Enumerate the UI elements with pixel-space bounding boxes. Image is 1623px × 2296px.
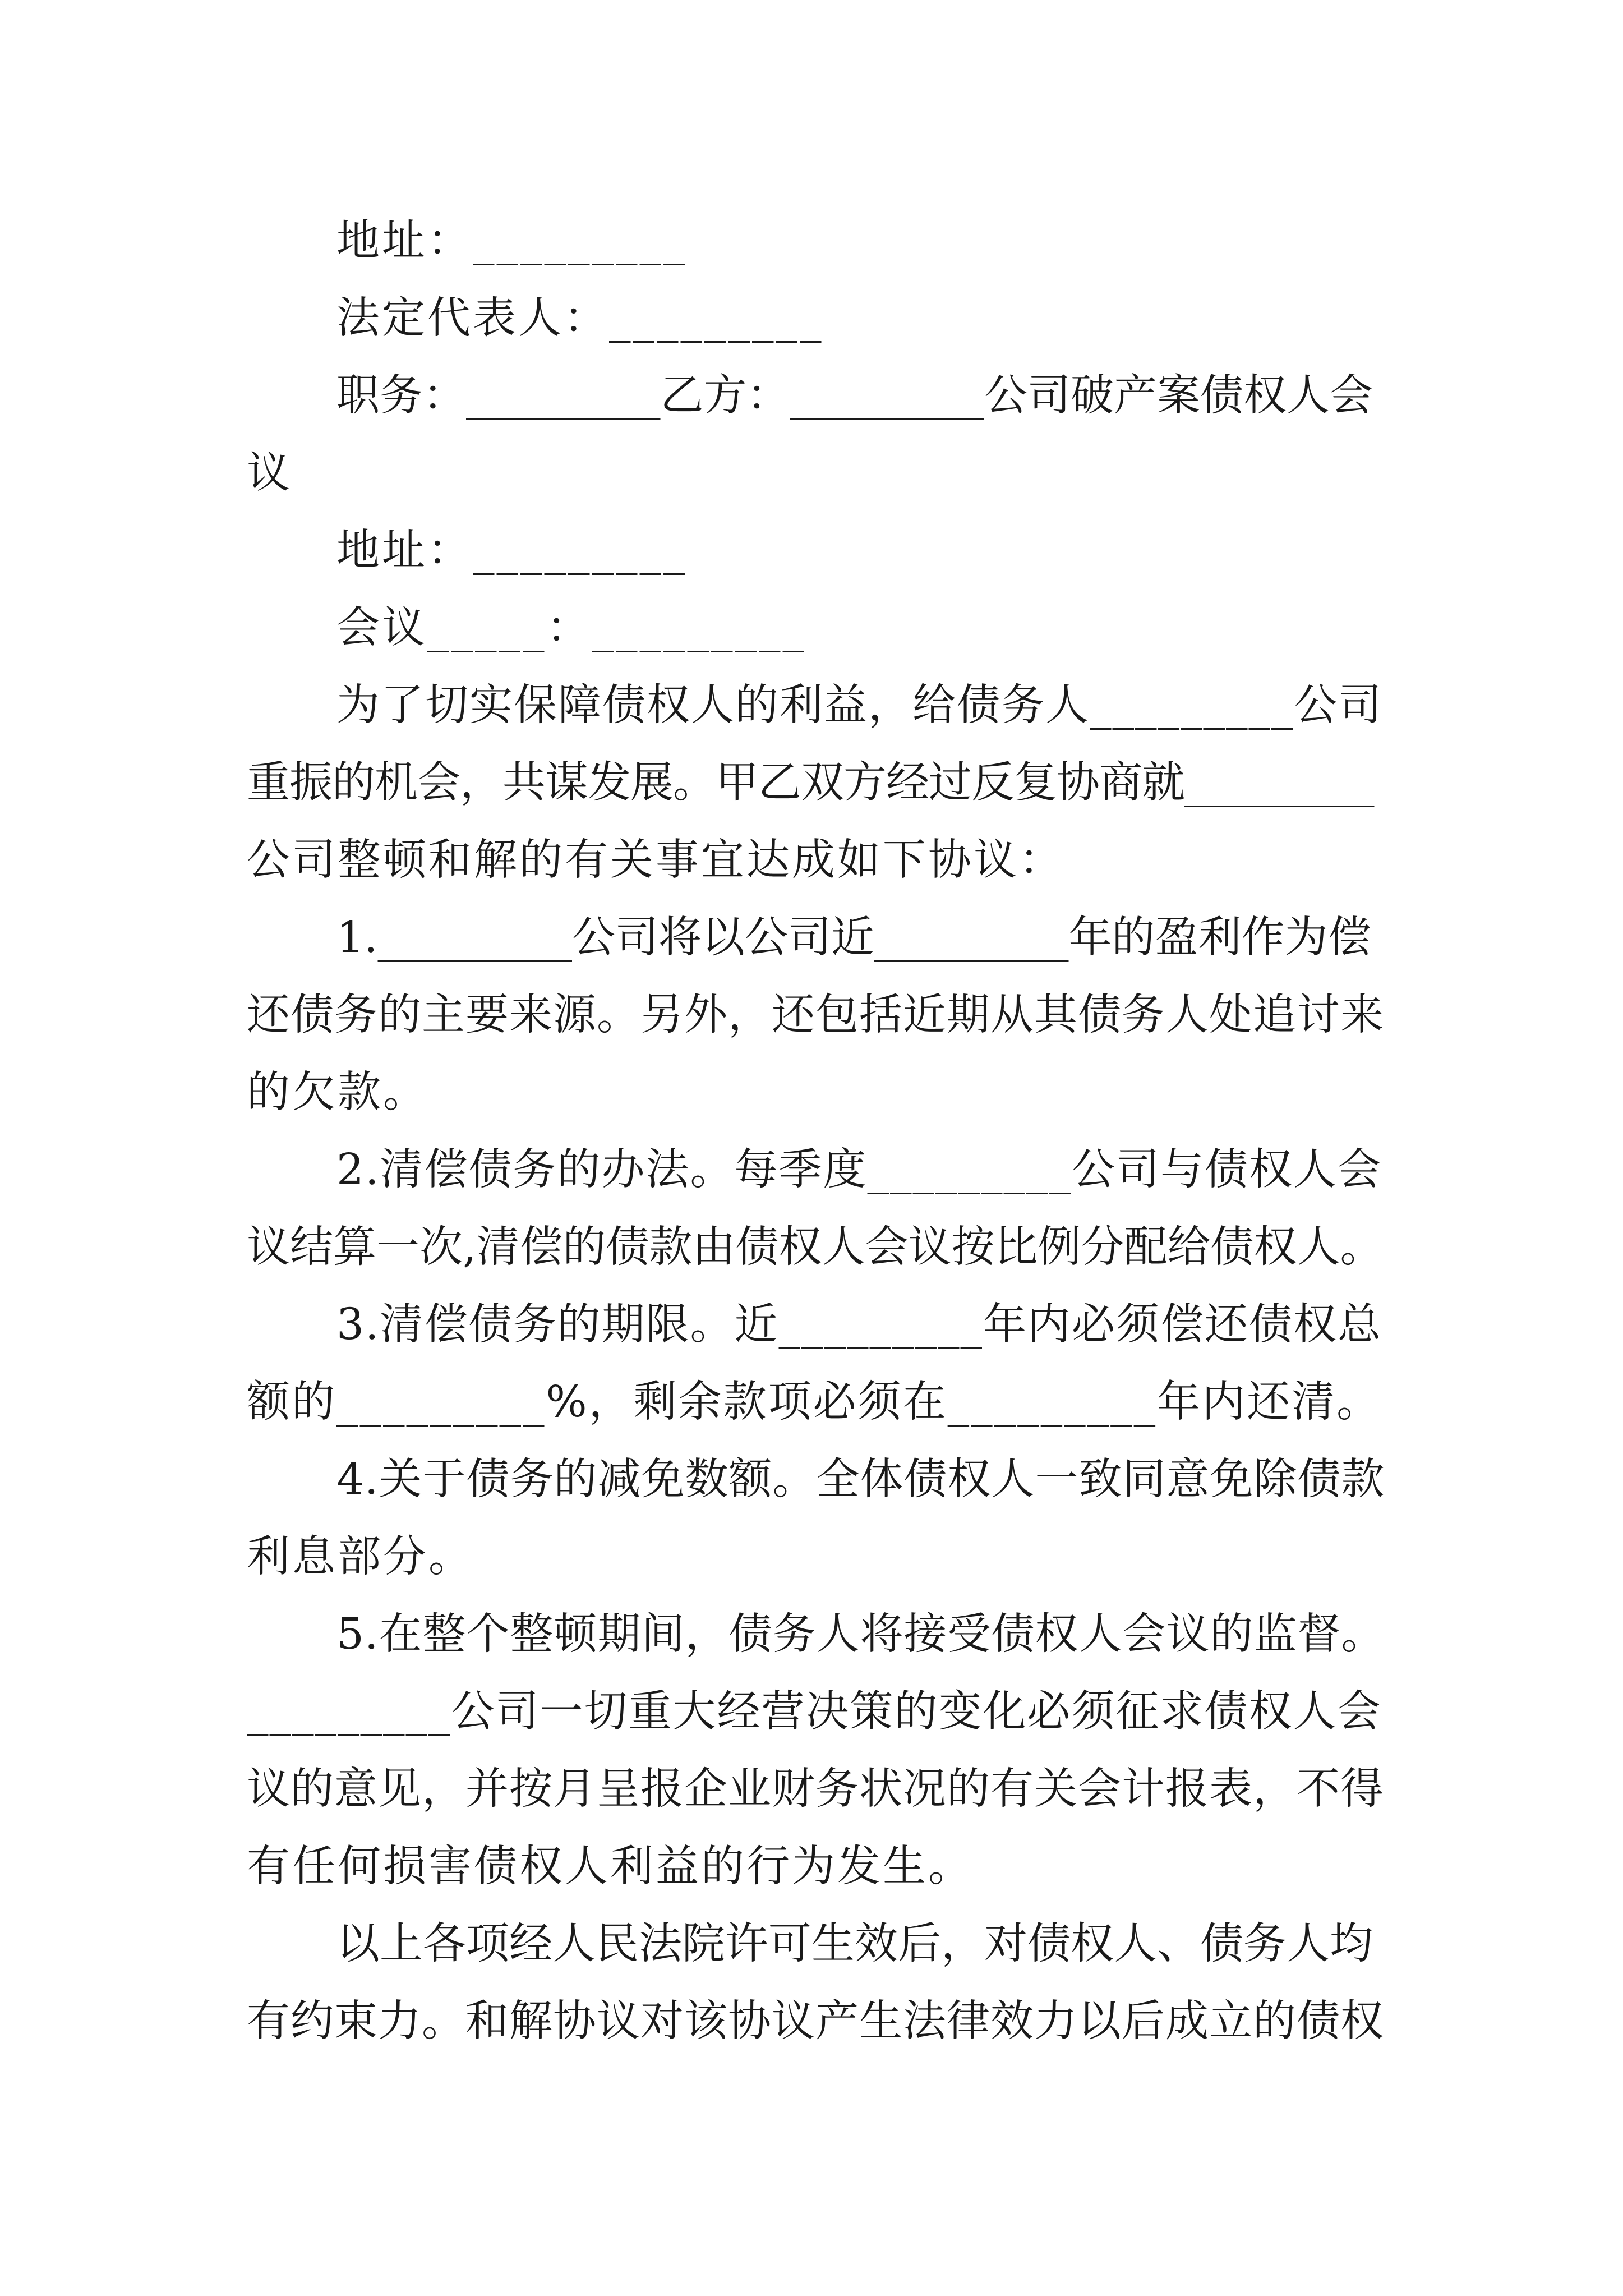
clause-3-line-2: 额的_________%，剩余款项必须在_________年内还清。 [247,1377,1382,1427]
preamble-line-2: 重振的机会，共谋发展。甲乙双方经过反复协商就_________ [247,758,1374,808]
clause-4-line-1: 4.关于债务的减免数额。全体债权人一致同意免除债款 [336,1455,1385,1504]
clause-3-line-1: 3.清偿债务的期限。近_________年内必须偿还债权总 [336,1300,1382,1350]
preamble-line-3: 公司整顿和解的有关事宜达成如下协议： [247,835,1064,885]
preamble-line-1: 为了切实保障债权人的利益，给债务人_________公司 [336,680,1383,730]
clause-2-line-1: 2.清偿债务的办法。每季度_________公司与债权人会 [336,1145,1382,1195]
closing-line-1: 以上各项经人民法院许可生效后，对债权人、债务人均 [336,1919,1373,1969]
clause-5-line-1: 5.在整个整顿期间，债务人将接受债权人会议的监督。 [336,1609,1385,1659]
meeting-line: 会议_____：_________ [336,603,806,653]
clause-5-line-3: 议的意见，并按月呈报企业财务状况的有关会计报表，不得 [247,1764,1384,1814]
closing-line-2: 有约束力。和解协议对该协议产生法律效力以后成立的债权 [247,1996,1384,2046]
address-line-party-b: 地址：_________ [336,526,688,576]
position-party-b-line: 职务：_________乙方：_________公司破产案债权人会 [336,371,1373,421]
clause-1-line-2: 还债务的主要来源。另外，还包括近期从其债务人处追讨来 [247,990,1384,1040]
party-b-line-continued: 议 [247,448,292,498]
clause-2-line-2: 议结算一次,清偿的债款由债权人会议按比例分配给债权人。 [247,1222,1384,1272]
clause-5-line-4: 有任何损害债权人利益的行为发生。 [247,1842,974,1892]
legal-representative-line: 法定代表人：_________ [336,293,824,343]
clause-1-line-1: 1._________公司将以公司近_________年的盈利作为偿 [336,913,1371,963]
clause-5-line-2: _________公司一切重大经营决策的变化必须征求债权人会 [247,1687,1382,1737]
clause-1-line-3: 的欠款。 [247,1068,428,1117]
address-line-party-a: 地址：_________ [336,216,688,266]
clause-4-line-2: 利息部分。 [247,1532,474,1582]
